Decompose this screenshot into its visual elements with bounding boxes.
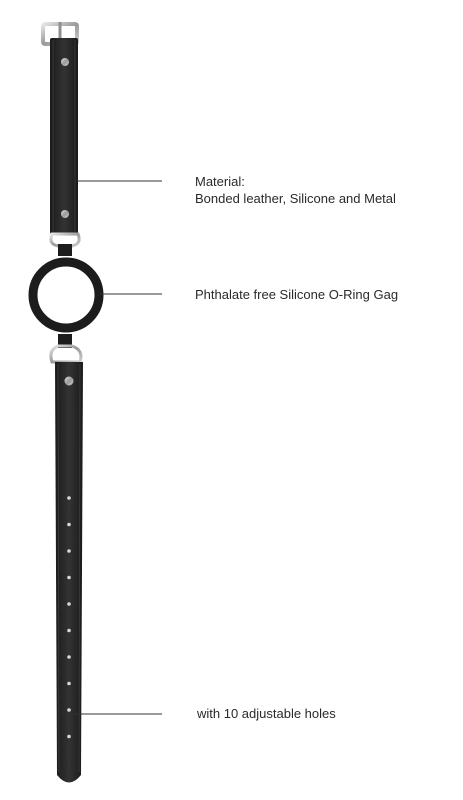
strap-hole — [67, 549, 71, 553]
upper-strap — [50, 38, 78, 234]
lower-strap — [55, 362, 83, 783]
strap-hole — [67, 576, 71, 580]
lower-d-ring — [51, 346, 81, 362]
oring-annotation — [195, 286, 398, 303]
rivet-upper — [61, 210, 69, 218]
rivet-lower — [65, 377, 74, 386]
rivet-top — [61, 58, 69, 66]
material-value: Bonded leather, Silicone and Metal — [195, 191, 396, 206]
strap-hole — [67, 682, 71, 686]
strap-hole — [67, 735, 71, 739]
strap-hole — [67, 602, 71, 606]
strap-hole — [67, 523, 71, 527]
strap-hole — [67, 655, 71, 659]
oring-text: Phthalate free Silicone O-Ring Gag — [195, 287, 399, 302]
strap-hole — [67, 629, 71, 633]
strap-hole — [67, 708, 71, 712]
material-heading: Material: — [195, 174, 245, 189]
material-annotation — [195, 173, 396, 207]
holes-text: with 10 adjustable holes — [197, 706, 336, 721]
silicone-o-ring-gag — [33, 244, 99, 348]
strap-hole — [67, 496, 71, 500]
holes-annotation — [197, 705, 336, 722]
